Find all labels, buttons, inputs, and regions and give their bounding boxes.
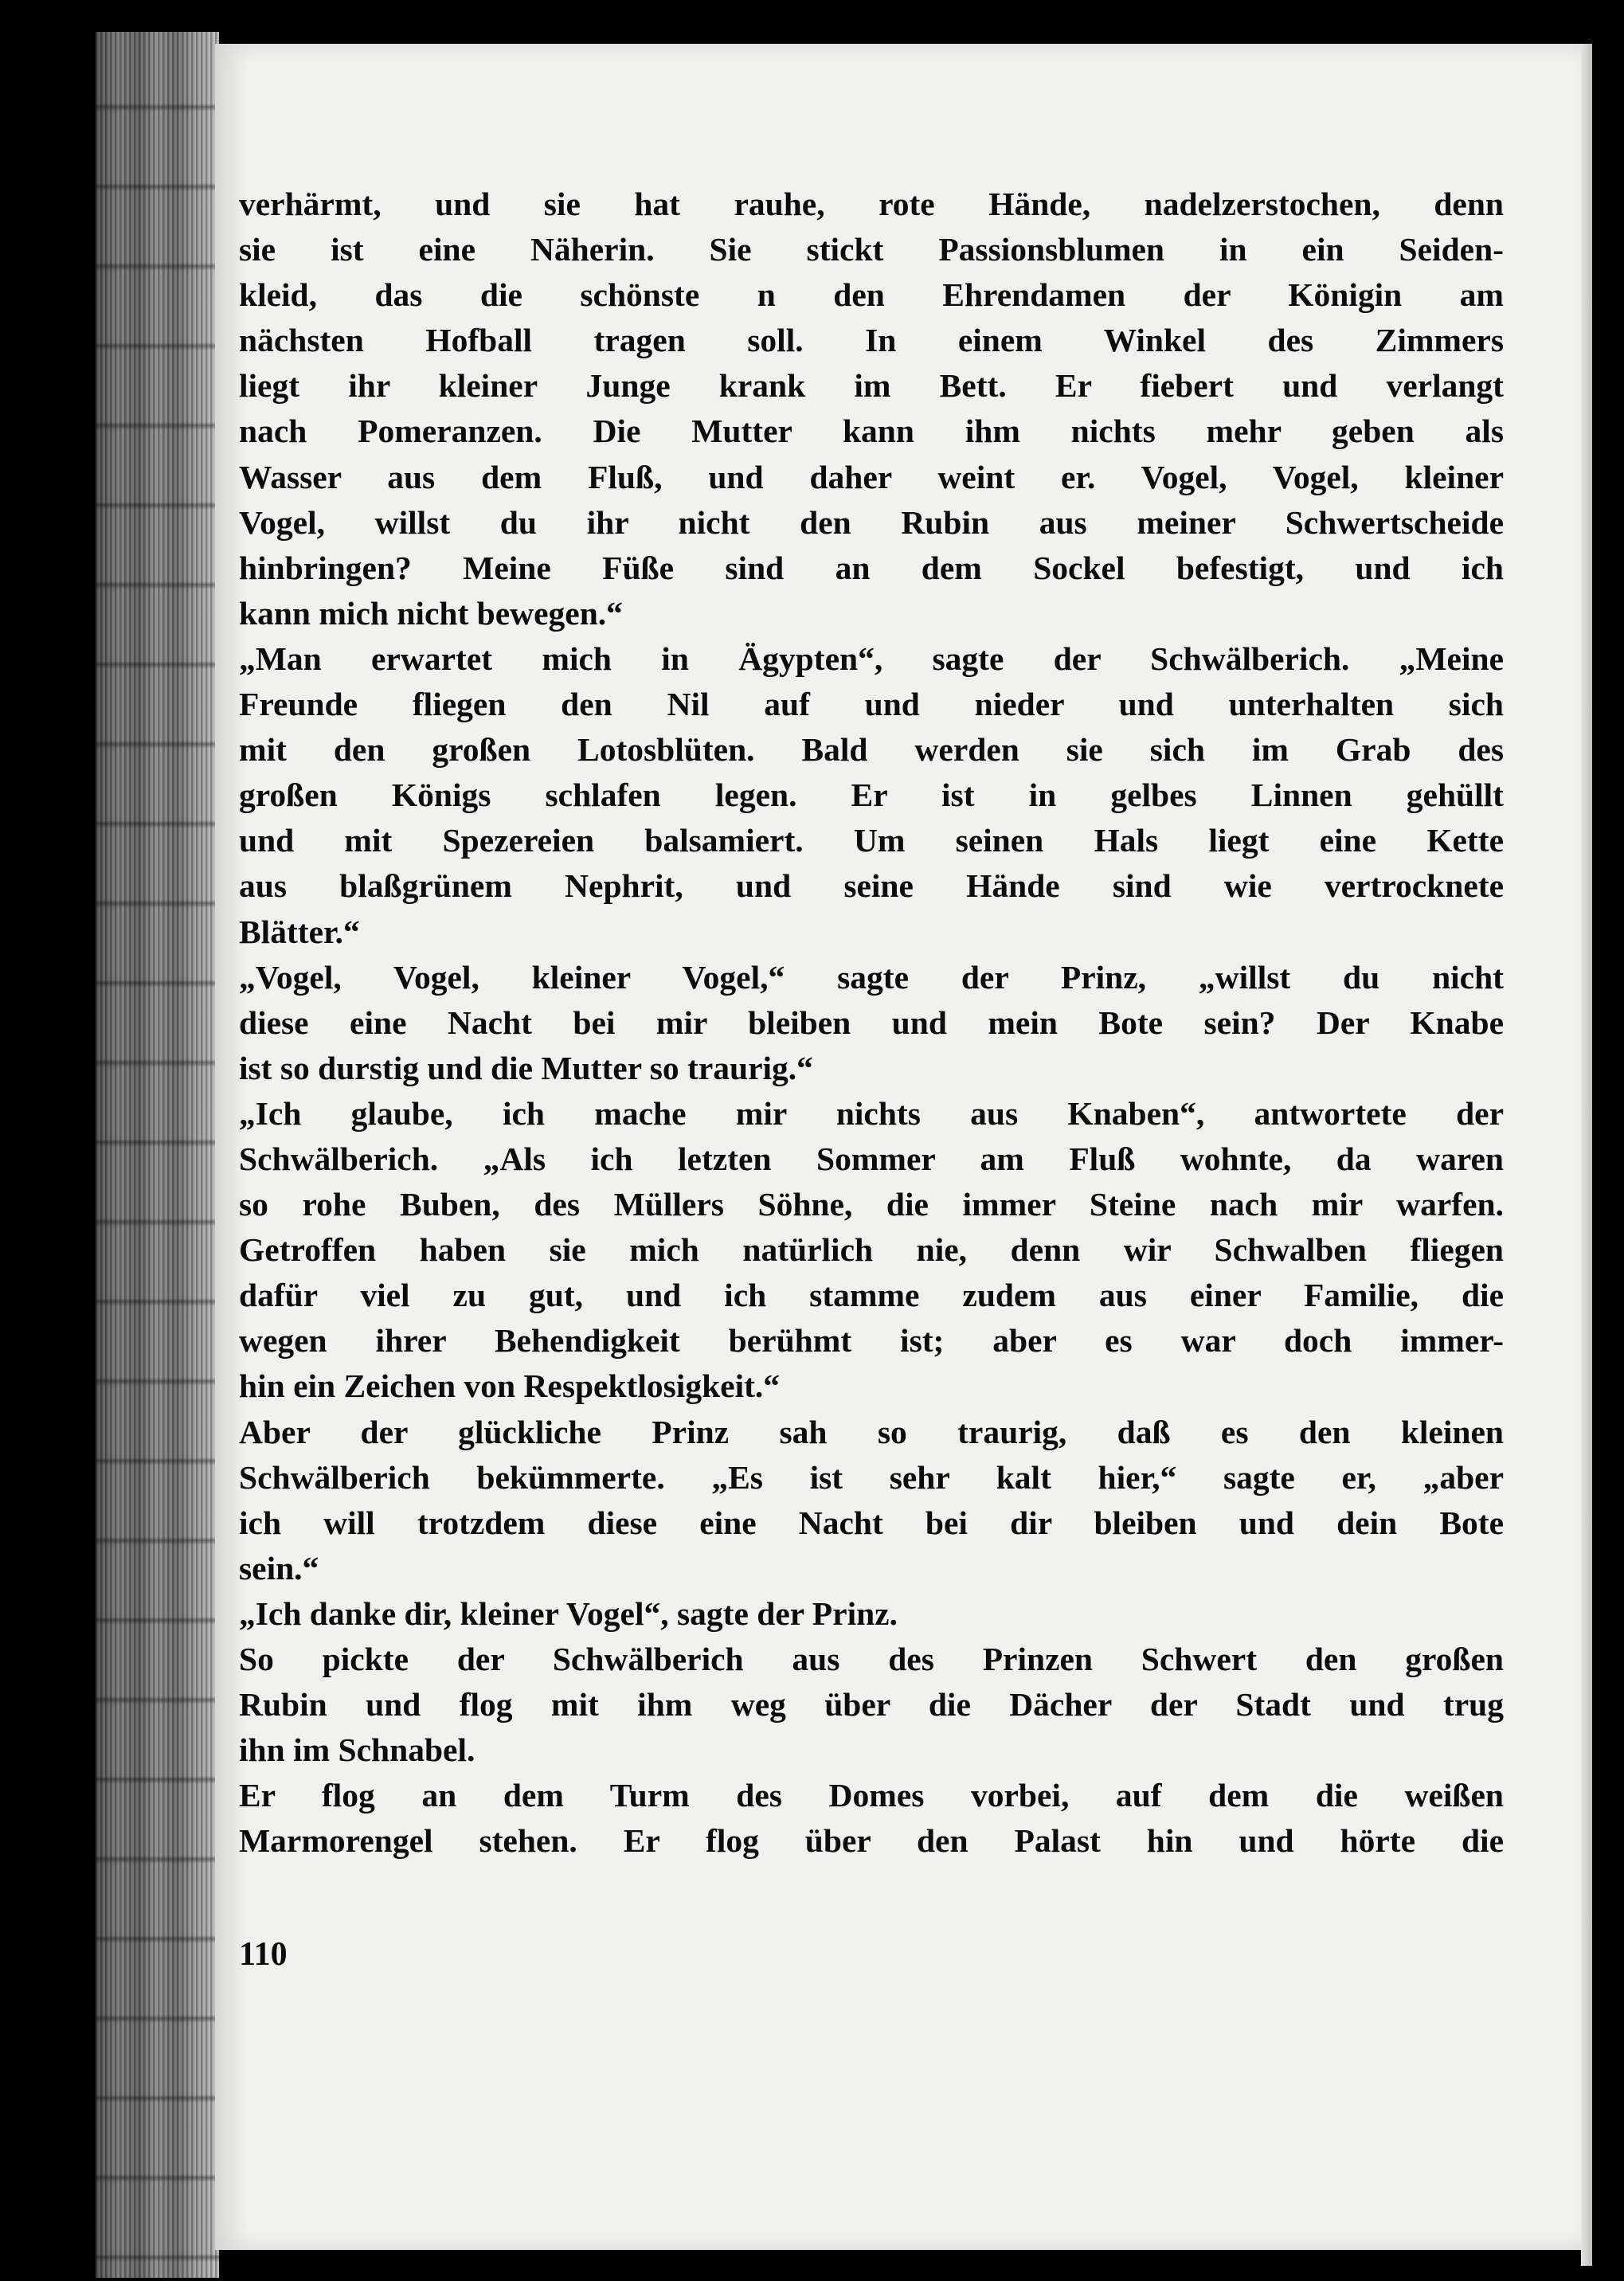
text-line: Wasser aus dem Fluß, und daher weint er. Vogel, Vogel, kleiner (239, 458, 1504, 495)
text-line: „Ich glaube, ich mache mir nichts aus Knaben“, antwortete der (239, 1094, 1504, 1132)
text-line: sein.“ (239, 1549, 319, 1587)
text-line: Vogel, willst du ihr nicht den Rubin aus meiner Schwertscheide (239, 503, 1504, 541)
text-line: ich will trotzdem diese eine Nacht bei dir bleiben und dein Bote (239, 1504, 1504, 1541)
text-line: mit den großen Lotosblüten. Bald werden sie sich im Grab des (239, 731, 1504, 769)
text-line: Schwälberich. „Als ich letzten Sommer am Fluß wohnte, da waren (239, 1140, 1504, 1177)
text-line: ihn im Schnabel. (239, 1731, 475, 1769)
text-line: aus blaßgrünem Nephrit, und seine Hände sind wie vertrocknete (239, 867, 1504, 905)
body-text (239, 182, 1504, 1864)
text-line: so rohe Buben, des Müllers Söhne, die immer Steine nach mir warfen. (239, 1186, 1504, 1223)
text-line: wegen ihrer Behendigkeit berühmt ist; aber es war doch immer- (239, 1322, 1504, 1360)
text-line: liegt ihr kleiner Junge krank im Bett. Er fiebert und verlangt (239, 367, 1504, 405)
text-line: und mit Spezereien balsamiert. Um seinen Hals liegt eine Kette (239, 822, 1504, 859)
text-line: Er flog an dem Turm des Domes vorbei, auf dem die weißen (239, 1777, 1504, 1814)
text-line: kleid, das die schönste n den Ehrendamen der Königin am (239, 276, 1504, 314)
text-line: Aber der glückliche Prinz sah so traurig, daß es den kleinen (239, 1413, 1504, 1450)
text-line: nächsten Hofball tragen soll. In einem Winkel des Zimmers (239, 322, 1504, 359)
text-line: „Man erwartet mich in Ägypten“, sagte der Schwälberich. „Meine (239, 640, 1504, 677)
text-line: Getroffen haben sie mich natürlich nie, denn wir Schwalben fliegen (239, 1231, 1504, 1269)
text-line: „Vogel, Vogel, kleiner Vogel,“ sagte der Prinz, „willst du nicht (239, 958, 1504, 996)
text-line: diese eine Nacht bei mir bleiben und mein Bote sein? Der Knabe (239, 1004, 1504, 1041)
text-line: nach Pomeranzen. Die Mutter kann ihm nichts mehr geben als (239, 413, 1504, 450)
text-line: Rubin und flog mit ihm weg über die Dächer der Stadt und trug (239, 1686, 1504, 1723)
text-line: hinbringen? Meine Füße sind an dem Sockel befestigt, und ich (239, 549, 1504, 586)
page-number: 110 (239, 1936, 288, 1973)
text-line: hin ein Zeichen von Respektlosigkeit.“ (239, 1367, 781, 1405)
text-line: ist so durstig und die Mutter so traurig.“ (239, 1049, 813, 1086)
text-line: verhärmt, und sie hat rauhe, rote Hände, nadelzerstochen, denn (239, 186, 1504, 222)
text-line: Freunde fliegen den Nil auf und nieder und unterhalten sich (239, 686, 1504, 723)
text-line: sie ist eine Näherin. Sie stickt Passionsblumen in ein Seiden- (239, 231, 1504, 268)
text-line: So pickte der Schwälberich aus des Prinzen Schwert den großen (239, 1641, 1504, 1677)
text-line: dafür viel zu gut, und ich stamme zudem aus einer Familie, die (239, 1277, 1504, 1314)
text-line: großen Königs schlafen legen. Er ist in gelbes Linnen gehüllt (239, 777, 1504, 814)
text-line: Schwälberich bekümmerte. „Es ist sehr kalt hier,“ sagte er, „aber (239, 1458, 1504, 1496)
book-page-edges (96, 32, 219, 2278)
text-line: kann mich nicht bewegen.“ (239, 594, 623, 632)
text-line: Marmorengel stehen. Er flog über den Palast hin und hörte die (239, 1822, 1504, 1860)
text-line: „Ich danke dir, kleiner Vogel“, sagte der Prinz. (239, 1594, 898, 1632)
text-line: Blätter.“ (239, 913, 360, 950)
page-right-edge (1581, 44, 1592, 2266)
